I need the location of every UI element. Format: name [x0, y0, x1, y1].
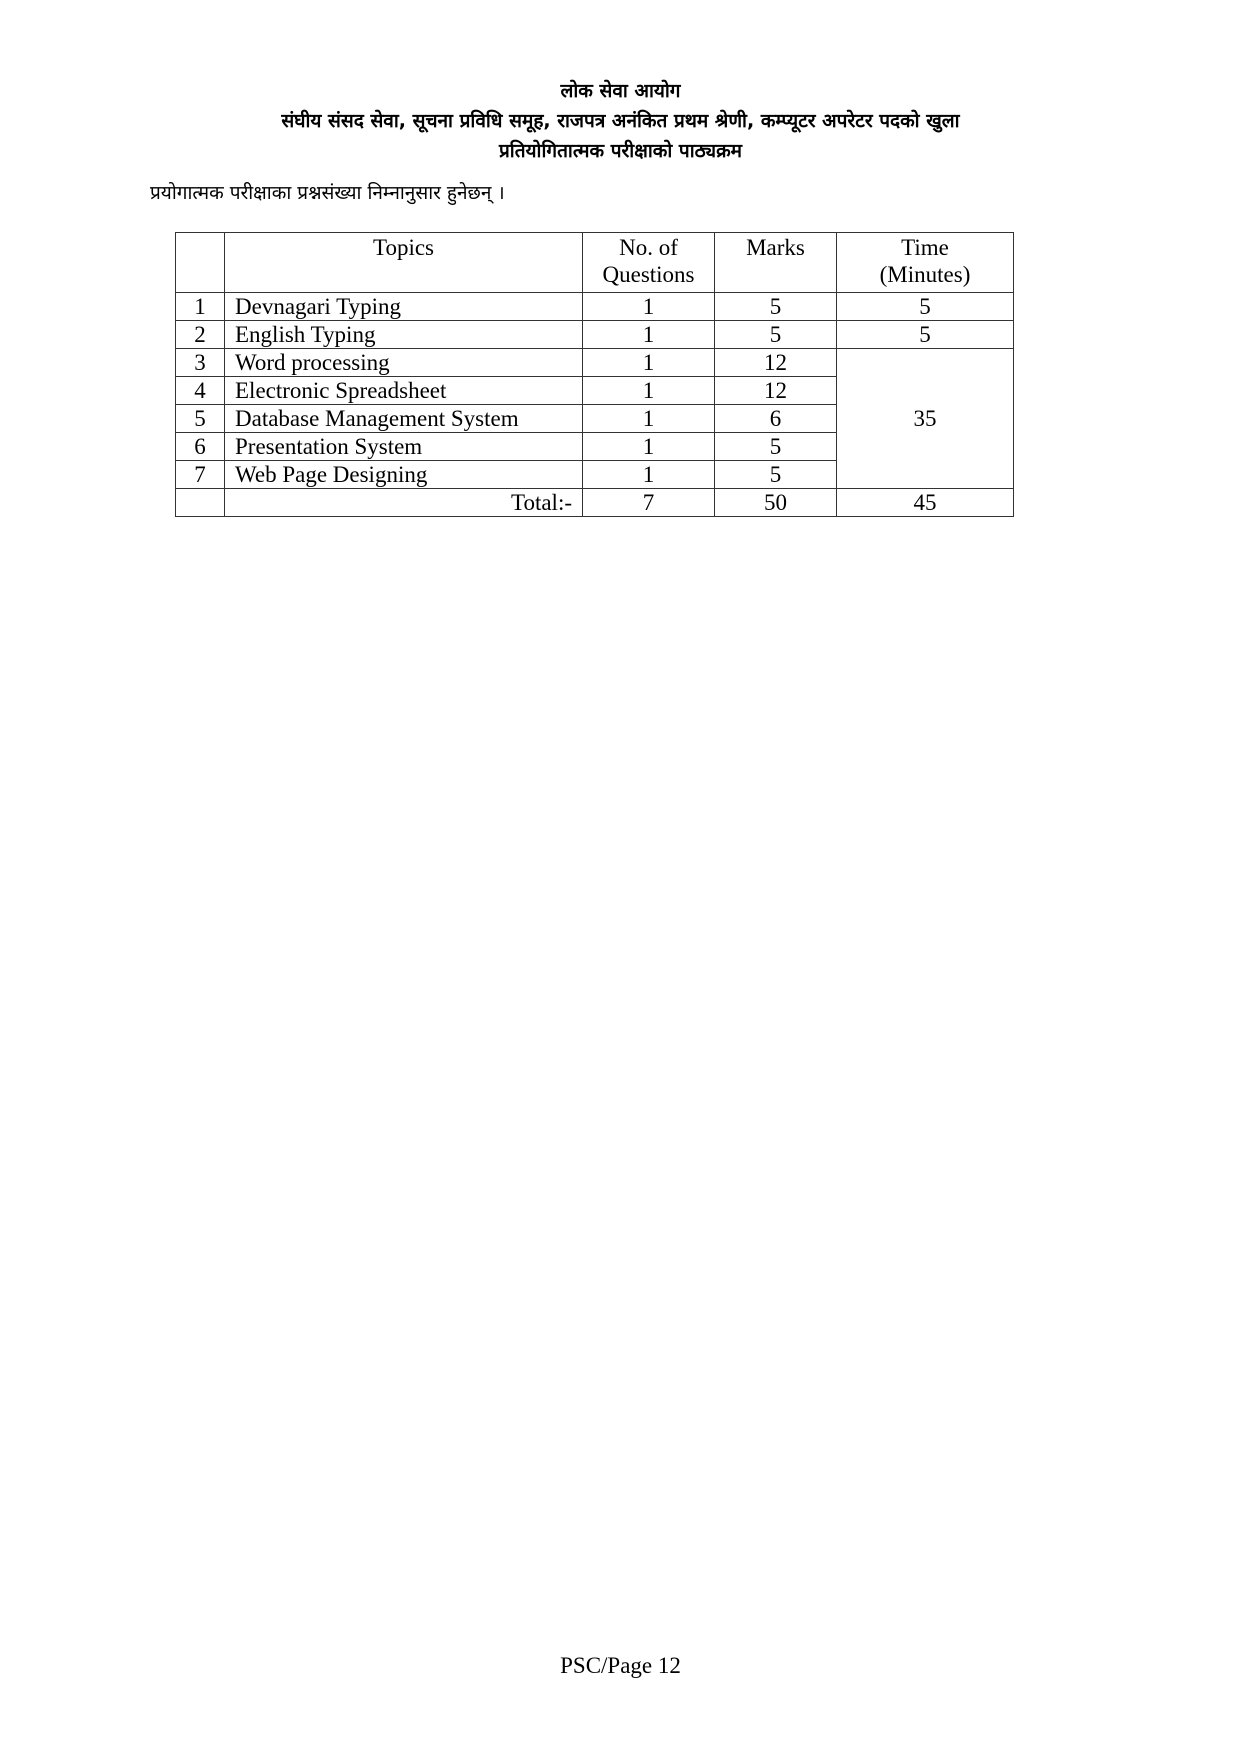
- marks-table: [175, 232, 1014, 517]
- cell-topic: Devnagari Typing: [225, 293, 583, 321]
- total-questions: 7: [583, 489, 715, 517]
- cell-topic: Database Management System: [225, 405, 583, 433]
- header-questions-line2: Questions: [602, 262, 695, 287]
- table-total-row: [176, 489, 1014, 517]
- cell-questions: 1: [583, 461, 715, 489]
- header-time-line1: Time: [901, 235, 949, 260]
- header-topics: Topics: [225, 233, 583, 293]
- cell-topic: Electronic Spreadsheet: [225, 377, 583, 405]
- total-marks: 50: [715, 489, 837, 517]
- cell-sn: 2: [176, 321, 225, 349]
- header-marks: Marks: [715, 233, 837, 293]
- cell-marks: 5: [715, 293, 837, 321]
- cell-time-merged: 35: [837, 349, 1014, 489]
- cell-questions: 1: [583, 349, 715, 377]
- cell-sn: 6: [176, 433, 225, 461]
- cell-topic: Word processing: [225, 349, 583, 377]
- table-row: [176, 349, 1014, 377]
- cell-sn: 7: [176, 461, 225, 489]
- cell-sn: [176, 489, 225, 517]
- cell-questions: 1: [583, 293, 715, 321]
- header-time: [837, 233, 1014, 293]
- cell-questions: 1: [583, 405, 715, 433]
- cell-questions: 1: [583, 377, 715, 405]
- cell-time: 5: [837, 293, 1014, 321]
- header-questions-line1: No. of: [619, 235, 678, 260]
- cell-questions: 1: [583, 433, 715, 461]
- header-time-line2: (Minutes): [879, 262, 971, 287]
- document-subtitle: संघीय संसद सेवा, सूचना प्रविधि समूह, राजपत्र अनंकित प्रथम श्रेणी, कम्प्यूटर अपरेटर पदको खुला: [281, 110, 960, 132]
- cell-topic: English Typing: [225, 321, 583, 349]
- total-time: 45: [837, 489, 1014, 517]
- cell-marks: 5: [715, 433, 837, 461]
- cell-sn: 5: [176, 405, 225, 433]
- header-sn: [176, 233, 225, 293]
- document-title: लोक सेवा आयोग: [560, 80, 681, 102]
- cell-marks: 12: [715, 377, 837, 405]
- cell-marks: 6: [715, 405, 837, 433]
- cell-topic: Presentation System: [225, 433, 583, 461]
- cell-marks: 5: [715, 321, 837, 349]
- total-label: Total:-: [225, 489, 583, 517]
- cell-sn: 1: [176, 293, 225, 321]
- cell-marks: 5: [715, 461, 837, 489]
- page-footer: PSC/Page 12: [560, 1653, 681, 1678]
- table-row: [176, 321, 1014, 349]
- cell-questions: 1: [583, 321, 715, 349]
- cell-sn: 3: [176, 349, 225, 377]
- cell-marks: 12: [715, 349, 837, 377]
- cell-topic: Web Page Designing: [225, 461, 583, 489]
- table-row: [176, 293, 1014, 321]
- cell-time: 5: [837, 321, 1014, 349]
- syllabus-title: प्रतियोगितात्मक परीक्षाको पाठ्यक्रम: [498, 140, 743, 162]
- cell-sn: 4: [176, 377, 225, 405]
- intro-paragraph: प्रयोगात्मक परीक्षाका प्रश्नसंख्या निम्नानुसार हुनेछन् ।: [150, 182, 505, 204]
- header-questions: [583, 233, 715, 293]
- table-header-row: [176, 233, 1014, 293]
